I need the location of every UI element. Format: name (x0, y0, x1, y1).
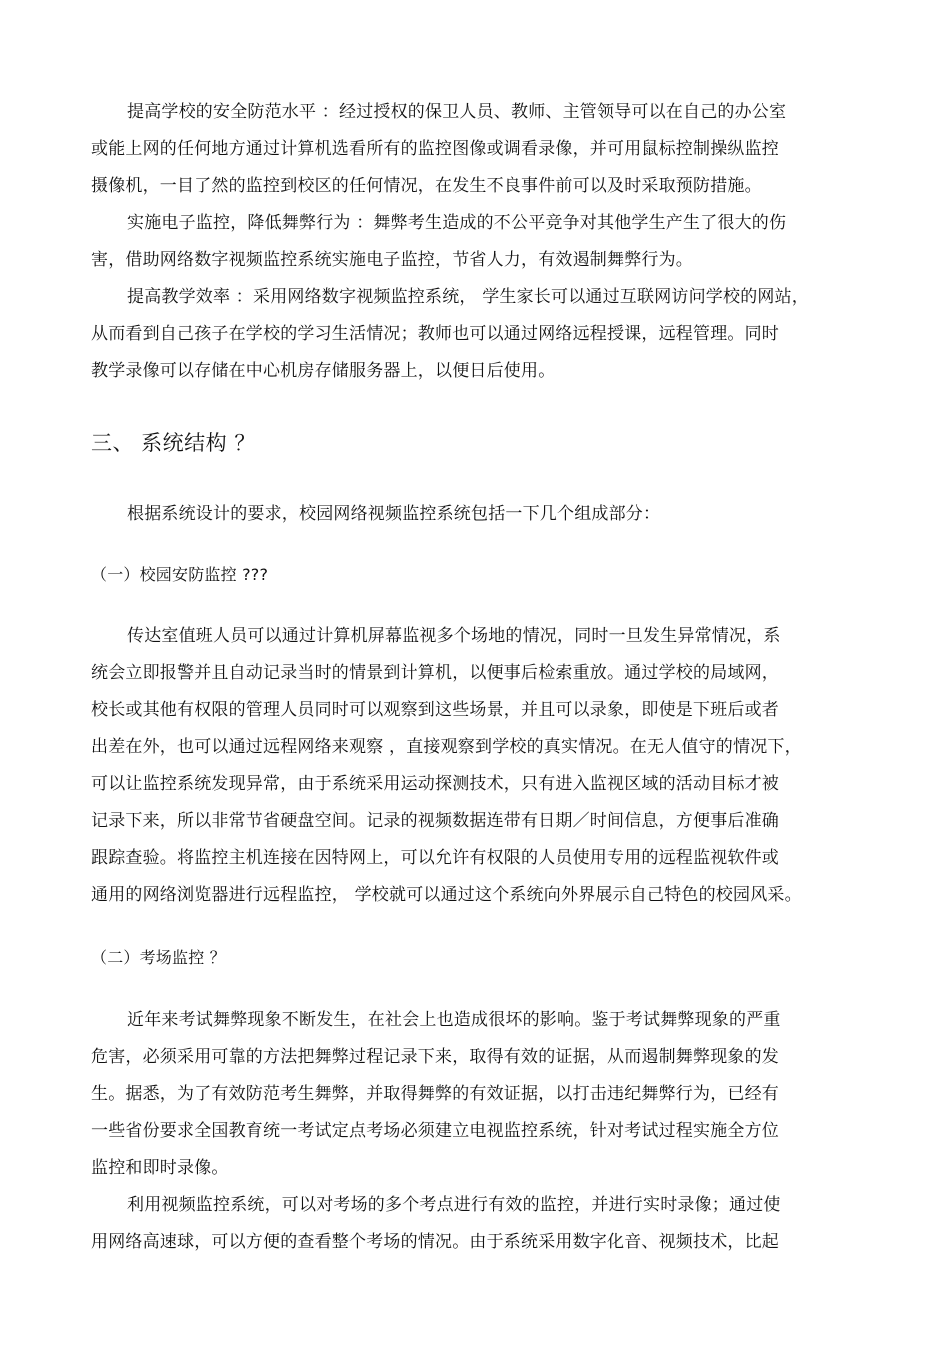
paragraph-line: 用网络高速球，可以方便的查看整个考场的情况。由于系统采用数字化音、视频技术，比起 (91, 1232, 779, 1252)
paragraph-line: 提高学校的安全防范水平 ：经过授权的保卫人员、教师、主管领导可以在自己的办公室 (127, 102, 787, 122)
subsection-title: （一）校园安防监控 ??? (91, 565, 269, 584)
paragraph-line: 或能上网的任何地方通过计算机选看所有的监控图像或调看录像，并可用鼠标控制操纵监控 (91, 139, 779, 159)
paragraph-line: 教学录像可以存储在中心机房存储服务器上，以便日后使用。 (91, 361, 556, 381)
paragraph-line: 跟踪查验。将监控主机连接在因特网上，可以允许有权限的人员使用专用的远程监视软件或 (91, 848, 779, 868)
paragraph-line: 通用的网络浏览器进行远程监控， 学校就可以通过这个系统向外界展示自己特色的校园风采。 (91, 885, 802, 905)
paragraph-line: 摄像机，一目了然的监控到校区的任何情况，在发生不良事件前可以及时采取预防措施。 (91, 176, 762, 196)
paragraph-line: 校长或其他有权限的管理人员同时可以观察到这些场景，并且可以录象，即使是下班后或者 (91, 700, 779, 720)
paragraph-line: 出差在外，也可以通过远程网络来观察 ，直接观察到学校的真实情况。在无人值守的情况下， (91, 737, 802, 757)
paragraph-line: 实施电子监控，降低舞弊行为 ：舞弊考生造成的不公平竞争对其他学生产生了很大的伤 (127, 213, 787, 233)
paragraph-line: 利用视频监控系统，可以对考场的多个考点进行有效的监控，并进行实时录像；通过使 (127, 1195, 781, 1215)
paragraph-line: 从而看到自己孩子在学校的学习生活情况；教师也可以通过网络远程授课，远程管理。同时 (91, 324, 779, 344)
paragraph-line: 可以让监控系统发现异常，由于系统采用运动探测技术，只有进入监视区域的活动目标才被 (91, 774, 779, 794)
paragraph-line: 记录下来，所以非常节省硬盘空间。记录的视频数据连带有日期／时间信息，方便事后准确 (91, 811, 779, 831)
paragraph-line: 危害，必须采用可靠的方法把舞弊过程记录下来，取得有效的证据，从而遏制舞弊现象的发 (91, 1047, 779, 1067)
paragraph-line: 一些省份要求全国教育统一考试定点考场必须建立电视监控系统，针对考试过程实施全方位 (91, 1121, 779, 1141)
intro-text: 根据系统设计的要求，校园网络视频监控系统包括一下几个组成部分： (127, 504, 661, 524)
paragraph-line: 生。据悉，为了有效防范考生舞弊，并取得舞弊的有效证据，以打击违纪舞弊行为，已经有 (91, 1084, 779, 1104)
paragraph-line: 监控和即时录像。 (91, 1158, 229, 1178)
paragraph-line: 提高教学效率 ：采用网络数字视频监控系统， 学生家长可以通过互联网访问学校的网站， (127, 287, 810, 307)
subsection-title: （二）考场监控 ？ (91, 948, 226, 967)
section-heading: 三、 系统结构 ？ (91, 431, 256, 455)
paragraph-line: 统会立即报警并且自动记录当时的情景到计算机，以便事后检索重放。通过学校的局域网， (91, 663, 779, 683)
paragraph-line: 传达室值班人员可以通过计算机屏幕监视多个场地的情况，同时一旦发生异常情况，系 (127, 626, 781, 646)
paragraph-line: 近年来考试舞弊现象不断发生，在社会上也造成很坏的影响。鉴于考试舞弊现象的严重 (127, 1010, 781, 1030)
paragraph-line: 害，借助网络数字视频监控系统实施电子监控，节省人力，有效遏制舞弊行为。 (91, 250, 693, 270)
